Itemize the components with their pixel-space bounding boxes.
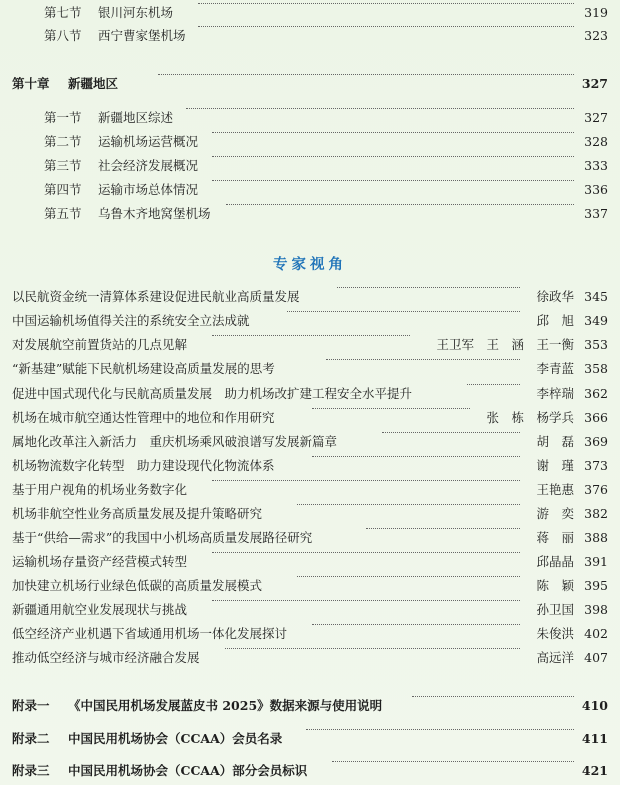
appendix-label: 附录二 (12, 731, 50, 746)
page-number: 366 (584, 410, 608, 425)
dot-leader (226, 204, 574, 205)
dot-leader (186, 108, 574, 109)
toc-section-row[interactable] (0, 108, 620, 128)
section-number: 第二节 (44, 134, 82, 149)
article-title: 促进中国式现代化与民航高质量发展 助力机场改扩建工程安全水平提升 (12, 386, 413, 401)
toc-article-row[interactable] (0, 408, 620, 428)
section-title: 运输市场总体情况 (98, 182, 199, 197)
page-number: 395 (584, 578, 608, 593)
dot-leader (158, 74, 574, 75)
article-author: 李梓瑞 (536, 386, 574, 401)
dot-leader (312, 456, 520, 457)
page-number: 333 (584, 158, 608, 173)
dot-leader (412, 696, 574, 697)
dot-leader (212, 480, 520, 481)
page-number: 382 (584, 506, 608, 521)
page-number: 323 (584, 28, 608, 43)
section-number: 第一节 (44, 110, 82, 125)
section-number: 第五节 (44, 206, 82, 221)
article-author: 张 栋 杨学兵 (486, 410, 574, 425)
dot-leader (198, 26, 574, 27)
section-number: 第三节 (44, 158, 82, 173)
dot-leader (312, 408, 470, 409)
dot-leader (212, 156, 574, 157)
appendix-label: 附录三 (12, 763, 50, 778)
section-number: 第四节 (44, 182, 82, 197)
toc-article-row[interactable] (0, 600, 620, 620)
article-title: 机场物流数字化转型 助力建设现代化物流体系 (12, 458, 275, 473)
article-title: 推动低空经济与城市经济融合发展 (12, 650, 200, 665)
toc-section-row[interactable] (0, 156, 620, 176)
dot-leader (287, 311, 520, 312)
article-author: 李青蓝 (536, 361, 574, 376)
page-number: 358 (584, 361, 608, 376)
article-author: 王艳惠 (536, 482, 574, 497)
toc-section-row[interactable] (0, 180, 620, 200)
toc-article-row[interactable] (0, 311, 620, 331)
toc-article-row[interactable] (0, 624, 620, 644)
section-number: 第七节 (44, 5, 82, 20)
toc-article-row[interactable] (0, 528, 620, 548)
page-number: 376 (584, 482, 608, 497)
toc-article-row[interactable] (0, 287, 620, 307)
toc-article-row[interactable] (0, 480, 620, 500)
page-number: 398 (584, 602, 608, 617)
section-title: 社会经济发展概况 (98, 158, 199, 173)
page-number: 327 (581, 76, 608, 91)
section-title: 乌鲁木齐地窝堡机场 (98, 206, 211, 221)
appendix-title: 中国民用机场协会（CCAA）会员名录 (68, 731, 283, 746)
toc-article-row[interactable] (0, 648, 620, 668)
article-title: 基于“供给—需求”的我国中小机场高质量发展路径研究 (12, 530, 313, 545)
article-author: 蒋 丽 (536, 530, 574, 545)
dot-leader (212, 552, 520, 553)
toc-article-row[interactable] (0, 335, 620, 355)
page-number: 353 (584, 337, 608, 352)
dot-leader (212, 132, 574, 133)
page-number: 328 (584, 134, 608, 149)
article-author: 谢 瑾 (536, 458, 574, 473)
page-number: 407 (584, 650, 608, 665)
article-author: 陈 颖 (536, 578, 574, 593)
page-number: 410 (581, 698, 608, 713)
dot-leader (382, 432, 520, 433)
toc-article-row[interactable] (0, 456, 620, 476)
article-title: 以民航资金统一清算体系建设促进民航业高质量发展 (12, 289, 300, 304)
dot-leader (225, 648, 520, 649)
article-title: 机场在城市航空通达性管理中的地位和作用研究 (12, 410, 275, 425)
section-number: 第八节 (44, 28, 82, 43)
dot-leader (467, 384, 520, 385)
article-title: 基于用户视角的机场业务数字化 (12, 482, 188, 497)
article-title: “新基建”赋能下民航机场建设高质量发展的思考 (12, 361, 275, 376)
section-heading: 专家视角 (273, 257, 347, 273)
article-title: 属地化改革注入新活力 重庆机场乘风破浪谱写发展新篇章 (12, 434, 338, 449)
article-title: 新疆通用航空业发展现状与挑战 (12, 602, 188, 617)
page-number: 327 (584, 110, 608, 125)
toc-section-row[interactable] (0, 132, 620, 152)
dot-leader (332, 761, 574, 762)
page-number: 391 (584, 554, 608, 569)
dot-leader (212, 180, 574, 181)
toc-article-row[interactable] (0, 432, 620, 452)
toc-article-row[interactable] (0, 504, 620, 524)
article-author: 邱晶晶 (536, 554, 574, 569)
toc-section-row[interactable] (0, 26, 620, 46)
dot-leader (312, 624, 520, 625)
article-title: 低空经济产业机遇下省域通用机场一体化发展探讨 (12, 626, 288, 641)
section-title: 西宁曹家堡机场 (98, 28, 186, 43)
article-author: 高远洋 (536, 650, 574, 665)
toc-chapter-row[interactable] (0, 74, 620, 94)
article-author: 孙卫国 (536, 602, 574, 617)
dot-leader (198, 3, 574, 4)
page-number: 345 (584, 289, 608, 304)
dot-leader (212, 600, 520, 601)
toc-article-row[interactable] (0, 576, 620, 596)
chapter-title: 新疆地区 (68, 76, 119, 91)
section-title: 运输机场运营概况 (98, 134, 199, 149)
appendix-label: 附录一 (12, 698, 50, 713)
appendix-title: 《中国民用机场发展蓝皮书 2025》数据来源与使用说明 (68, 698, 383, 713)
article-title: 对发展航空前置货站的几点见解 (12, 337, 188, 352)
toc-article-row[interactable] (0, 552, 620, 572)
dot-leader (297, 504, 520, 505)
article-title: 中国运输机场值得关注的系统安全立法成就 (12, 313, 250, 328)
article-author: 王卫军 王 涵 王一衡 (436, 337, 574, 352)
toc-article-row[interactable] (0, 359, 620, 379)
dot-leader (366, 528, 520, 529)
toc-appendix-row[interactable] (0, 761, 620, 781)
page-number: 373 (584, 458, 608, 473)
article-author: 邱 旭 (536, 313, 574, 328)
page-number: 421 (581, 763, 608, 778)
appendix-title: 中国民用机场协会（CCAA）部分会员标识 (68, 763, 308, 778)
dot-leader (326, 359, 520, 360)
section-title: 银川河东机场 (98, 5, 174, 20)
page-number: 336 (584, 182, 608, 197)
dot-leader (306, 729, 574, 730)
article-title: 运输机场存量资产经营模式转型 (12, 554, 188, 569)
page-number: 319 (584, 5, 608, 20)
section-title: 新疆地区综述 (98, 110, 174, 125)
toc-appendix-row[interactable] (0, 729, 620, 749)
page-number: 349 (584, 313, 608, 328)
article-author: 胡 磊 (536, 434, 574, 449)
toc-section-row[interactable] (0, 3, 620, 23)
page-number: 388 (584, 530, 608, 545)
toc-article-row[interactable] (0, 384, 620, 404)
page-number: 369 (584, 434, 608, 449)
article-author: 朱俊洪 (536, 626, 574, 641)
article-title: 机场非航空性业务高质量发展及提升策略研究 (12, 506, 263, 521)
page-number: 362 (584, 386, 608, 401)
page-number: 337 (584, 206, 608, 221)
toc-appendix-row[interactable] (0, 696, 620, 716)
article-author: 游 奕 (536, 506, 574, 521)
chapter-number: 第十章 (12, 76, 50, 91)
dot-leader (297, 576, 520, 577)
article-title: 加快建立机场行业绿色低碳的高质量发展模式 (12, 578, 263, 593)
article-author: 徐政华 (536, 289, 574, 304)
page-number: 411 (581, 731, 608, 746)
page-number: 402 (584, 626, 608, 641)
dot-leader (337, 287, 520, 288)
dot-leader (212, 335, 410, 336)
toc-section-row[interactable] (0, 204, 620, 224)
